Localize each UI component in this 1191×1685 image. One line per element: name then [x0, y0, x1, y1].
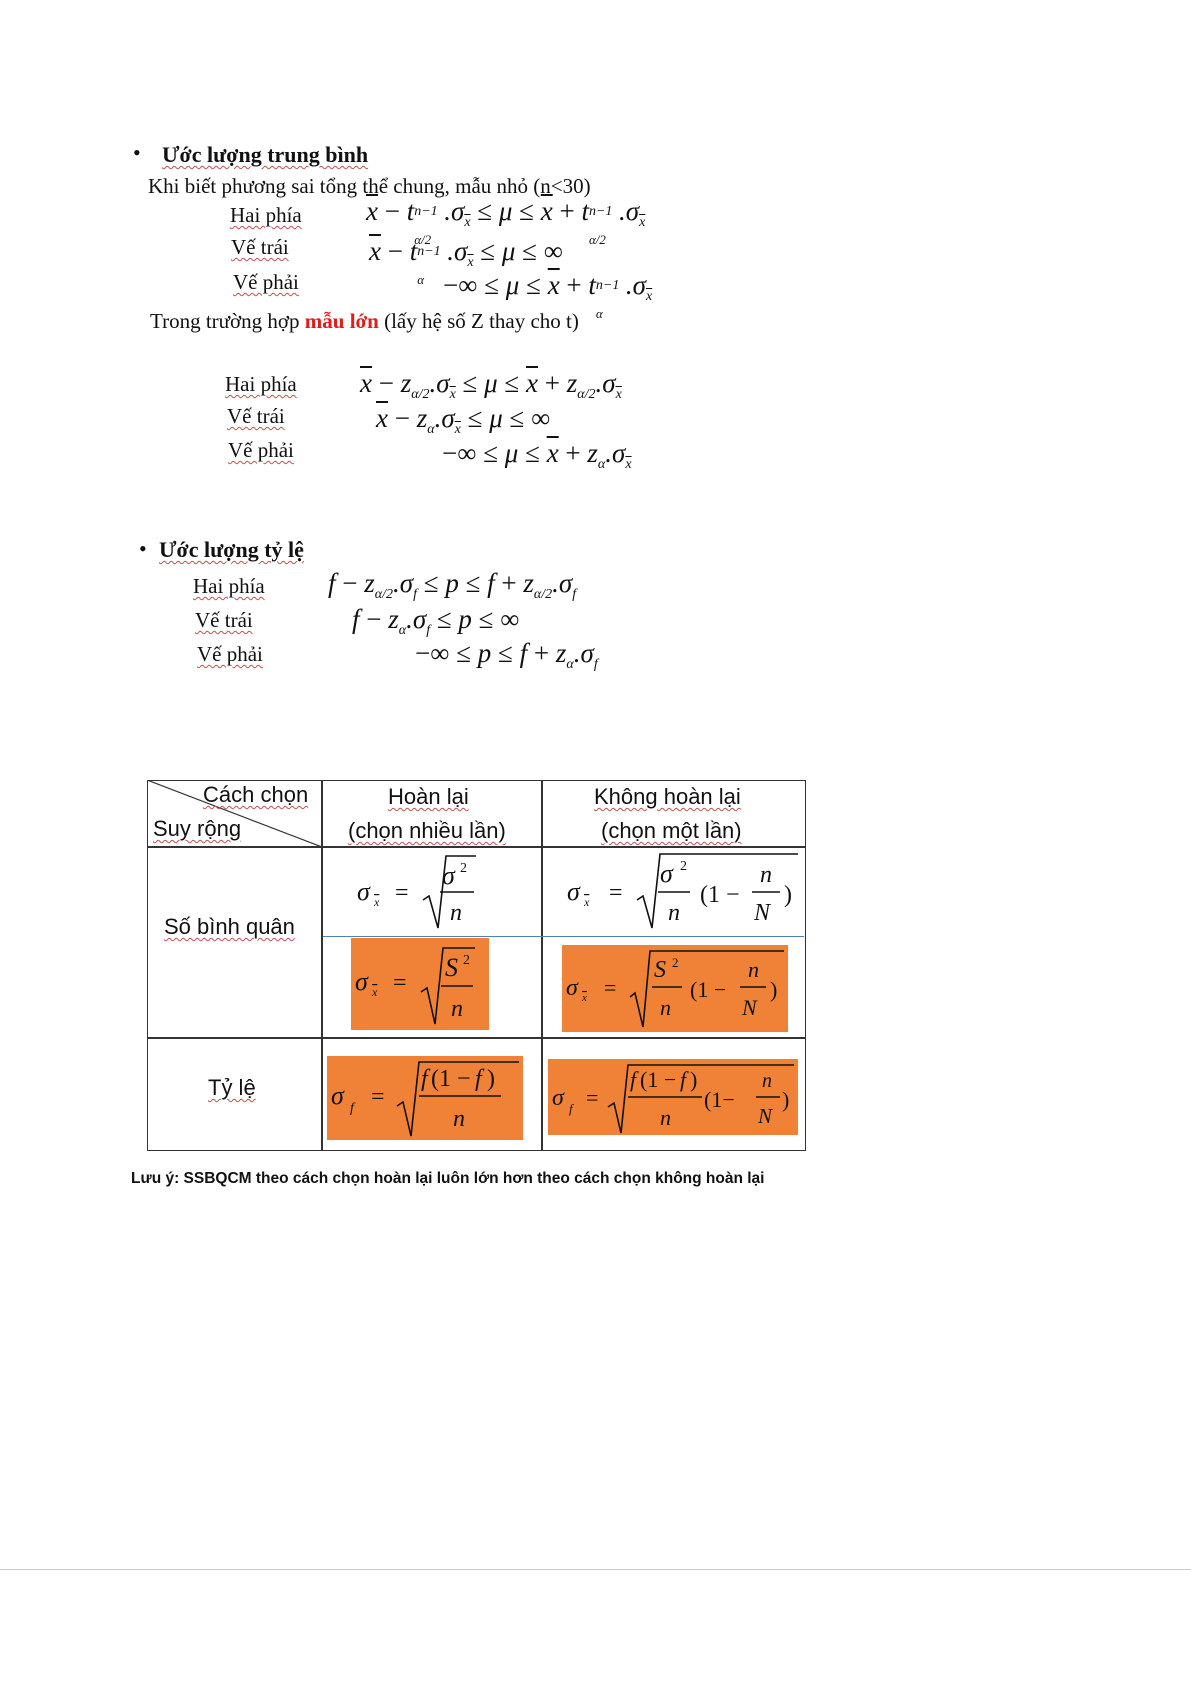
svg-text:σ: σ: [442, 861, 455, 890]
svg-text:σ: σ: [566, 975, 578, 1001]
svg-text:=: =: [586, 1085, 599, 1110]
svg-text:n: n: [748, 957, 759, 982]
svg-text:): ): [782, 1087, 790, 1112]
svg-text:2: 2: [680, 859, 687, 874]
formula-mean-without-replacement-sample: [562, 945, 788, 1032]
table-col-divider-2: [541, 780, 543, 1151]
svg-text:σ: σ: [357, 877, 370, 906]
svg-text:f: f: [569, 1101, 573, 1116]
svg-text:σ: σ: [355, 967, 368, 996]
svg-text:2: 2: [463, 953, 470, 968]
label-two-sided: Hai phía: [230, 203, 302, 227]
bullet: •: [139, 536, 147, 561]
corner-top-label: Cách chọn: [203, 782, 309, 807]
svg-text:=: =: [393, 970, 407, 996]
svg-text:): ): [770, 977, 778, 1002]
col-header-with-replacement-note: (chọn nhiều lần): [348, 818, 506, 843]
svg-text:(1 −: (1 −: [431, 1066, 471, 1092]
svg-text:x: x: [374, 895, 380, 909]
row-label-proportion: Tỷ lệ: [208, 1075, 256, 1100]
svg-text:n: n: [668, 900, 680, 926]
label-two-sided-p: Hai phía: [193, 574, 265, 598]
table-inner-divider: [323, 936, 804, 937]
svg-text:N: N: [742, 995, 757, 1020]
formula-proportion-without-replacement: [548, 1059, 798, 1135]
svg-text:(1 −: (1 −: [690, 977, 727, 1002]
formula-p-left-sided: $f - z_\alpha.\sigma_f \le p$ ≤ ∞: [352, 604, 520, 638]
svg-text:S: S: [445, 953, 458, 982]
formula-p-two-sided: $f - z_{\alpha/2}.\sigma_f \le p \le f + z_{\alpha/2}.\sigma_f$: [328, 568, 577, 602]
row-label-mean: Số bình quân: [164, 914, 295, 939]
svg-text:=: =: [371, 1084, 385, 1110]
svg-text:σ: σ: [567, 877, 580, 906]
svg-text:2: 2: [460, 861, 467, 876]
col-header-with-replacement: Hoàn lại: [388, 784, 469, 809]
formula-mean-with-replacement-sample: [351, 938, 489, 1030]
svg-text:=: =: [609, 880, 623, 906]
svg-text:n: n: [762, 1070, 772, 1092]
svg-text:f: f: [680, 1067, 687, 1092]
label-right-sided: Vế phải: [233, 270, 299, 294]
svg-text:f: f: [475, 1066, 482, 1092]
formula-z-two-sided: $\overline{x} - z_{\alpha/2}.\sigma_{\overline{x}} \le \mu \le \overline{x} + z_{\alpha/2}.\sigma_{\overline{x}}$: [360, 368, 622, 402]
formula-z-left-sided: $\overline{x} - z_\alpha.\sigma_{\overline{x}} \le \mu$ ≤ ∞: [376, 403, 551, 437]
bullet: •: [133, 140, 141, 165]
svg-text:σ: σ: [331, 1081, 344, 1110]
svg-text:σ: σ: [552, 1085, 564, 1111]
formula-z-right-sided: −∞ ≤ $\mu \le \overline{x} + z_\alpha.\sigma_{\overline{x}}$: [442, 438, 632, 472]
svg-text:(1 −: (1 −: [700, 882, 740, 908]
svg-text:N: N: [758, 1104, 773, 1128]
svg-text:n: n: [760, 862, 772, 888]
svg-text:): ): [784, 882, 792, 908]
footnote: Lưu ý: SSBQCM theo cách chọn hoàn lại luôn lớn hơn theo cách chọn không hoàn lại: [131, 1170, 765, 1187]
label-right-sided-p: Vế phải: [197, 642, 263, 666]
svg-text:σ: σ: [660, 859, 673, 888]
svg-text:n: n: [450, 900, 462, 926]
section-title-proportion: Ước lượng tỷ lệ: [159, 537, 304, 562]
label-left-sided: Vế trái: [231, 235, 289, 259]
formula-mean-with-replacement-known: [352, 848, 502, 934]
formula-p-right-sided: −∞ ≤ $p \le f + z_\alpha.\sigma_f$: [415, 638, 598, 672]
corner-bottom-label: Suy rộng: [153, 816, 242, 841]
svg-text:S: S: [654, 957, 666, 983]
formula-t-left-sided: $\overline{x} - t$ n−1 α $.\sigma_{\overline{x}} \le \mu$ ≤ ∞: [369, 236, 563, 287]
large-sample-note: Trong trường hợp mẫu lớn (lấy hệ số Z thay cho t): [150, 309, 579, 333]
svg-text:): ): [487, 1066, 495, 1092]
intro-text: Khi biết phương sai tổng thể chung, mẫu nhỏ (n<30): [148, 174, 591, 198]
svg-text:n: n: [660, 1105, 671, 1130]
svg-text:n: n: [451, 996, 463, 1022]
label-two-sided-large: Hai phía: [225, 372, 297, 396]
label-left-sided-large: Vế trái: [227, 404, 285, 428]
svg-text:x: x: [372, 985, 378, 999]
svg-text:=: =: [395, 880, 409, 906]
svg-text:f: f: [350, 1101, 354, 1116]
section-title-mean: Ước lượng trung bình: [162, 142, 369, 167]
svg-text:2: 2: [672, 955, 679, 970]
svg-text:(1 −: (1 −: [640, 1067, 677, 1092]
formula-proportion-with-replacement: [327, 1056, 523, 1140]
formula-t-right-sided: −∞ ≤ $\mu \le \overline{x} + t$ n−1 α $.\sigma_{\overline{x}}$: [443, 270, 653, 321]
label-left-sided-p: Vế trái: [195, 608, 253, 632]
svg-text:n: n: [660, 995, 671, 1020]
label-right-sided-large: Vế phải: [228, 438, 294, 462]
svg-text:): ): [690, 1067, 698, 1092]
col-header-without-replacement-note: (chọn một lần): [601, 818, 742, 843]
table-row-divider: [147, 1037, 806, 1039]
page-footer-line: [0, 1569, 1191, 1570]
svg-text:x: x: [582, 992, 587, 1004]
svg-text:(1−: (1−: [704, 1087, 735, 1112]
svg-text:=: =: [604, 975, 617, 1000]
svg-text:N: N: [754, 900, 771, 926]
formula-t-two-sided: $\overline{x} - t$ n−1 α/2 $.\sigma_{\overline{x}} \le \mu \le \overline{x} + t$ n−1 α/2 $.\sigma_{\overline{x}}$: [366, 196, 646, 247]
formula-mean-without-replacement-known: [562, 848, 802, 934]
svg-text:f: f: [421, 1066, 428, 1092]
col-header-without-replacement: Không hoàn lại: [594, 784, 741, 809]
svg-text:f: f: [630, 1067, 637, 1092]
svg-text:n: n: [453, 1106, 465, 1132]
svg-text:x: x: [584, 895, 590, 909]
